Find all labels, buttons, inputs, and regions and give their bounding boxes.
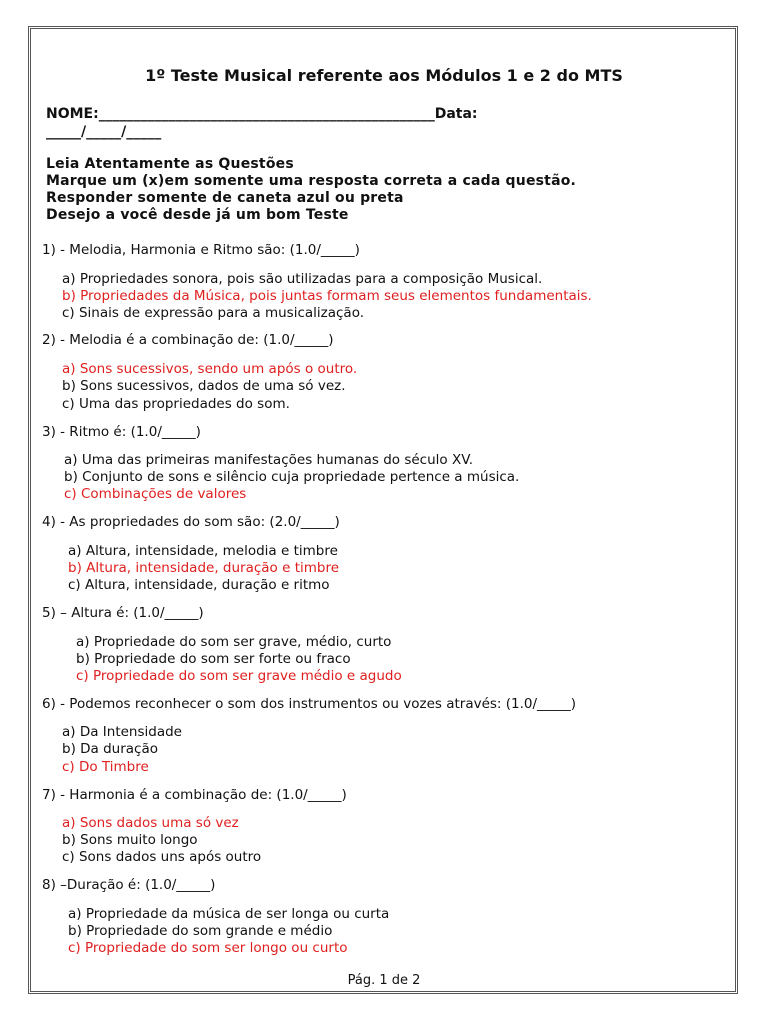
question-6-option-c: c) Do Timbre xyxy=(62,759,149,775)
question-1-option-b: b) Propriedades da Música, pois juntas formam seus elementos fundamentais. xyxy=(62,288,592,304)
question-5-option-c: c) Propriedade do som ser grave médio e agudo xyxy=(76,668,402,684)
question-7-option-b: b) Sons muito longo xyxy=(62,832,198,848)
question-1-option-c: c) Sinais de expressão para a musicalização. xyxy=(62,305,365,321)
question-7-option-a: a) Sons dados uma só vez xyxy=(62,815,239,831)
question-8-option-b: b) Propriedade do som grande e médio xyxy=(68,923,333,939)
question-5-option-b: b) Propriedade do som ser forte ou fraco xyxy=(76,651,351,667)
question-6-option-b: b) Da duração xyxy=(62,741,158,757)
date-blank-line: _____/_____/_____ xyxy=(46,124,162,140)
question-8-option-a: a) Propriedade da música de ser longa ou curta xyxy=(68,906,390,922)
question-4-option-c: c) Altura, intensidade, duração e ritmo xyxy=(68,577,330,593)
question-6-option-a: a) Da Intensidade xyxy=(62,724,182,740)
question-5: 5) – Altura é: (1.0/_____) xyxy=(42,605,204,621)
question-3: 3) - Ritmo é: (1.0/_____) xyxy=(42,424,201,440)
question-4-option-a: a) Altura, intensidade, melodia e timbre xyxy=(68,543,338,559)
question-4-option-b: b) Altura, intensidade, duração e timbre xyxy=(68,560,340,576)
instruction-line: Leia Atentamente as Questões xyxy=(46,156,294,172)
instruction-line: Desejo a você desde já um bom Teste xyxy=(46,207,349,223)
question-5-option-a: a) Propriedade do som ser grave, médio, curto xyxy=(76,634,392,650)
question-1: 1) - Melodia, Harmonia e Ritmo são: (1.0/_____) xyxy=(42,242,360,258)
page-title: 1º Teste Musical referente aos Módulos 1 e 2 do MTS xyxy=(145,66,623,85)
question-7: 7) - Harmonia é a combinação de: (1.0/_____) xyxy=(42,787,347,803)
instruction-line: Responder somente de caneta azul ou preta xyxy=(46,190,404,206)
question-1-option-a: a) Propriedades sonora, pois são utilizadas para a composição Musical. xyxy=(62,271,543,287)
question-2-option-b: b) Sons sucessivos, dados de uma só vez. xyxy=(62,378,346,394)
question-8-option-c: c) Propriedade do som ser longo ou curto xyxy=(68,940,348,956)
question-2-option-c: c) Uma das propriedades do som. xyxy=(62,396,290,412)
question-3-option-a: a) Uma das primeiras manifestações humanas do século XV. xyxy=(64,452,473,468)
question-8: 8) –Duração é: (1.0/_____) xyxy=(42,877,216,893)
question-2-option-a: a) Sons sucessivos, sendo um após o outro. xyxy=(62,361,358,377)
instruction-line: Marque um (x)em somente uma resposta correta a cada questão. xyxy=(46,173,577,189)
question-6: 6) - Podemos reconhecer o som dos instrumentos ou vozes através: (1.0/_____) xyxy=(42,696,577,712)
question-4: 4) - As propriedades do som são: (2.0/_____) xyxy=(42,514,340,530)
question-2: 2) - Melodia é a combinação de: (1.0/_____) xyxy=(42,332,334,348)
question-7-option-c: c) Sons dados uns após outro xyxy=(62,849,262,865)
question-3-option-c: c) Combinações de valores xyxy=(64,486,247,502)
page-number: Pág. 1 de 2 xyxy=(347,973,421,988)
name-date-line: NOME:________________________________________________Data: xyxy=(46,106,478,122)
question-3-option-b: b) Conjunto de sons e silêncio cuja propriedade pertence a música. xyxy=(64,469,520,485)
